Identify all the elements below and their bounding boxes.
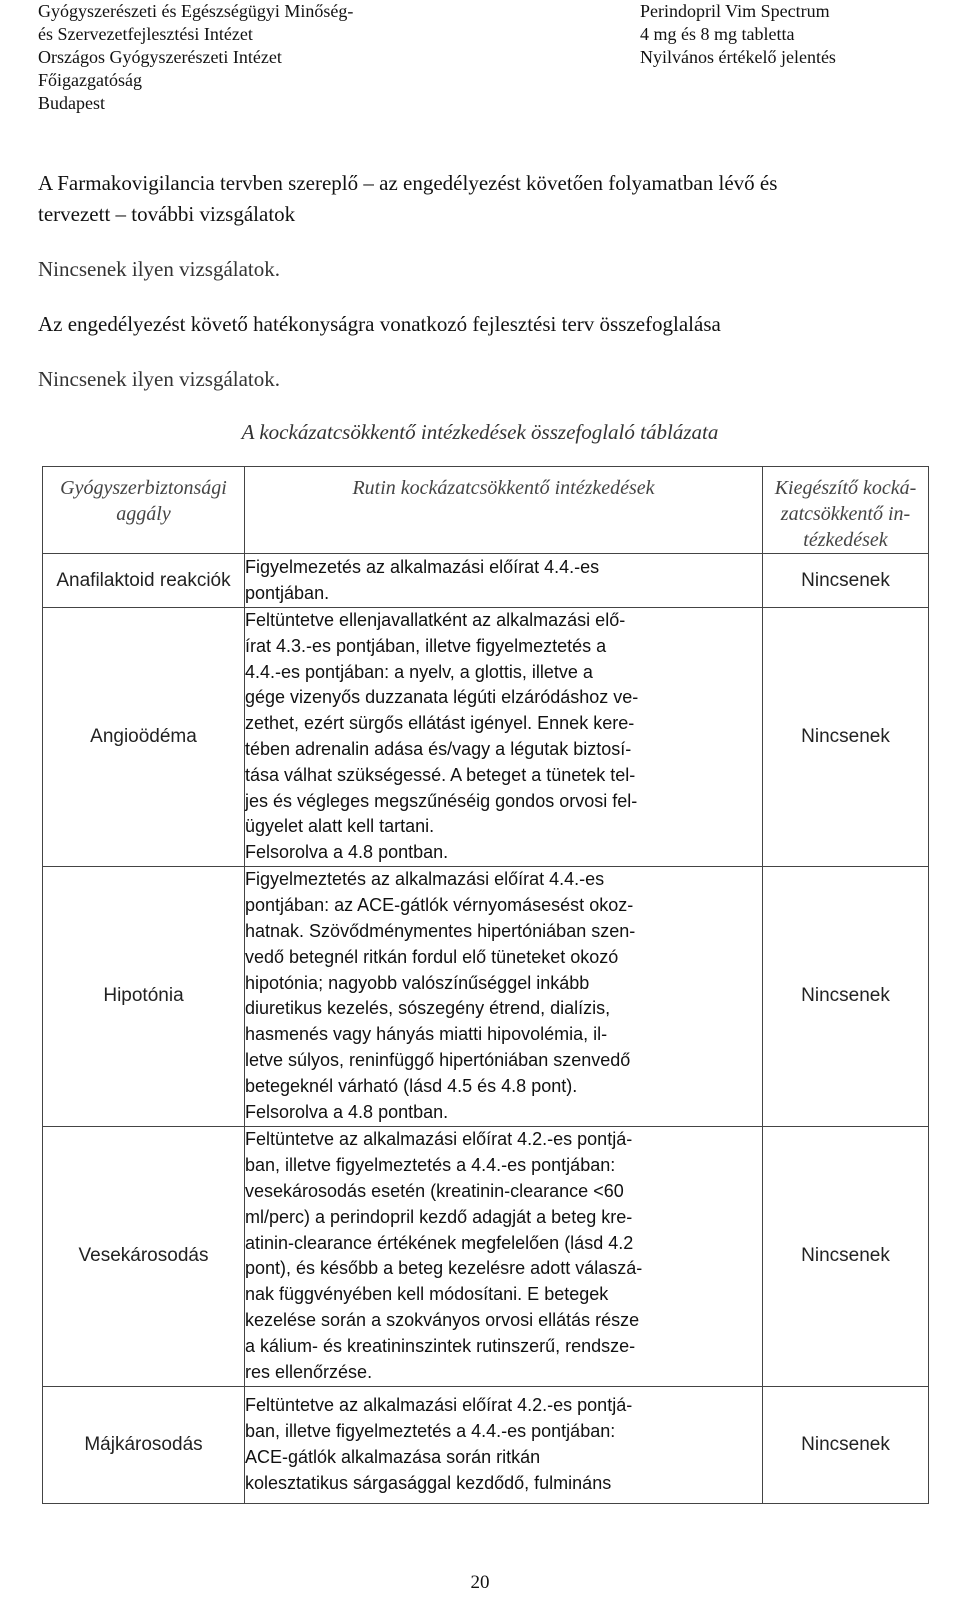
header-left-line: Budapest — [38, 93, 105, 113]
measure-line: diuretikus kezelés, sószegény étrend, dialízis, — [245, 998, 611, 1019]
measure-line: a kálium- és kreatininszintek rutinszerű, rendsze- — [245, 1335, 636, 1356]
measure-line: atinin-clearance értékének megfelelően (lásd 4.2 — [245, 1232, 634, 1253]
header-left-line: Gyógyszerészeti és Egészségügyi Minőség- — [38, 1, 354, 21]
header-right — [640, 0, 836, 69]
table-title: A kockázatcsökkentő intézkedések összefoglaló táblázata — [241, 420, 719, 444]
table-row — [43, 866, 929, 1126]
table-row — [43, 554, 929, 608]
routine-measure-cell — [245, 608, 763, 867]
table-header-row — [43, 467, 929, 554]
routine-measure-cell — [245, 554, 763, 608]
measure-line: pontjában: az ACE-gátlók vérnyomásesést okoz- — [245, 895, 634, 916]
measure-line: hasmenés vagy hányás miatti hipovolémia, il- — [245, 1024, 608, 1045]
header-left-line: Főigazgatóság — [38, 70, 142, 90]
measure-line: ügyelet alatt kell tartani. — [245, 816, 435, 837]
routine-measure-cell — [245, 866, 763, 1126]
pv-plan-heading-line: A Farmakovigilancia tervben szereplő – az engedélyezést követően folyamatban lévő és — [38, 171, 778, 195]
measure-line: ban, illetve figyelmeztetés a 4.4.-es pontjában: — [245, 1155, 616, 1176]
additional-measure-cell: Nincsenek — [763, 608, 929, 867]
additional-measure-cell: Nincsenek — [763, 866, 929, 1126]
measure-line: letve súlyos, reninfüggő hipertóniában szenvedő — [245, 1050, 631, 1071]
measure-line: kezelése során a szokványos orvosi ellátás része — [245, 1310, 640, 1331]
efficacy-plan-text: Nincsenek ilyen vizsgálatok. — [38, 367, 281, 391]
measure-line: kolesztatikus sárgasággal kezdődő, fulmináns — [245, 1472, 612, 1493]
measure-line: Feltüntetve az alkalmazási előírat 4.2.-es pontjá- — [245, 1395, 633, 1416]
concern-cell: Anafilaktoid reakciók — [43, 554, 245, 608]
measure-line: zethet, ezért sürgős ellátást igényel. Ennek kere- — [245, 713, 635, 734]
measure-line: Feltüntetve ellenjavallatként az alkalmazási elő- — [245, 610, 626, 630]
concern-cell: Májkárosodás — [43, 1386, 245, 1503]
pv-plan-heading — [38, 168, 928, 230]
header-right-line: Nyilvános értékelő jelentés — [640, 47, 836, 67]
header-right-line: Perindopril Vim Spectrum — [640, 1, 830, 21]
measure-line: pont), és később a beteg kezelésre adott válaszá- — [245, 1258, 643, 1279]
concern-cell: Hipotónia — [43, 866, 245, 1126]
measure-line: ACE-gátlók alkalmazása során ritkán — [245, 1446, 541, 1467]
header-left-line: Országos Gyógyszerészeti Intézet — [38, 47, 282, 67]
routine-measure-cell — [245, 1126, 763, 1386]
measure-line: Figyelmezetés az alkalmazási előírat 4.4.-es — [245, 556, 600, 577]
pv-plan-heading-line: tervezett – további vizsgálatok — [38, 202, 296, 226]
measure-line: hatnak. Szövődménymentes hipertóniában szen- — [245, 921, 636, 942]
header-left — [38, 0, 353, 115]
measure-line: jes és végleges megszűnéséig gondos orvosi fel- — [245, 790, 638, 811]
table-row — [43, 1386, 929, 1503]
page-number: 20 — [470, 1572, 490, 1593]
measure-line: tása válhat szükségessé. A beteget a tünetek tel- — [245, 764, 636, 785]
measure-line: pontjában. — [245, 582, 330, 603]
measure-line: gége vizenyős duzzanata légúti elzáródáshoz ve- — [245, 687, 639, 708]
concern-cell: Vesekárosodás — [43, 1126, 245, 1386]
measure-line: Figyelmeztetés az alkalmazási előírat 4.4.-es — [245, 869, 605, 890]
measure-line: res ellenőrzése. — [245, 1361, 373, 1382]
measure-line: ban, illetve figyelmeztetés a 4.4.-es pontjában: — [245, 1421, 616, 1442]
measure-line: tében adrenalin adása és/vagy a légutak biztosí- — [245, 738, 632, 759]
measure-line: betegeknél várható (lásd 4.5 és 4.8 pont). — [245, 1075, 578, 1096]
table-row — [43, 1126, 929, 1386]
measure-line: Felsorolva a 4.8 pontban. — [245, 1101, 449, 1122]
additional-measure-cell: Nincsenek — [763, 1126, 929, 1386]
additional-measure-cell: Nincsenek — [763, 1386, 929, 1503]
table-row — [43, 608, 929, 867]
routine-measure-cell — [245, 1386, 763, 1503]
header-right-line: 4 mg és 8 mg tabletta — [640, 24, 795, 44]
measure-line: vesekárosodás esetén (kreatinin-clearance <60 — [245, 1181, 624, 1202]
measure-line: 4.4.-es pontjában: a nyelv, a glottis, illetve a — [245, 661, 593, 682]
measure-line: ml/perc) a perindopril kezdő adagját a beteg kre- — [245, 1206, 633, 1227]
concern-cell: Angioödéma — [43, 608, 245, 867]
pv-plan-text: Nincsenek ilyen vizsgálatok. — [38, 257, 281, 281]
column-header-additional: Kiegészítő kocká- zatcsökkentő in- tézkedések — [763, 467, 929, 554]
column-header-concern: Gyógyszerbiztonsági aggály — [43, 467, 245, 554]
measure-line: Felsorolva a 4.8 pontban. — [245, 842, 449, 863]
column-header-routine: Rutin kockázatcsökkentő intézkedések — [245, 467, 763, 554]
measure-line: írat 4.3.-es pontjában, illetve figyelmeztetés a — [245, 635, 607, 656]
measure-line: vedő betegnél ritkán fordul elő tüneteket okozó — [245, 946, 619, 967]
efficacy-plan-heading: Az engedélyezést követő hatékonyságra vonatkozó fejlesztési terv összefoglalása — [38, 312, 721, 336]
header-left-line: és Szervezetfejlesztési Intézet — [38, 24, 253, 44]
measure-line: Feltüntetve az alkalmazási előírat 4.2.-es pontjá- — [245, 1129, 633, 1150]
additional-measure-cell: Nincsenek — [763, 554, 929, 608]
measure-line: hipotónia; nagyobb valószínűséggel inkább — [245, 972, 590, 993]
risk-minimisation-table — [42, 466, 929, 1504]
measure-line: nak függvényében kell módosítani. E betegek — [245, 1284, 609, 1305]
